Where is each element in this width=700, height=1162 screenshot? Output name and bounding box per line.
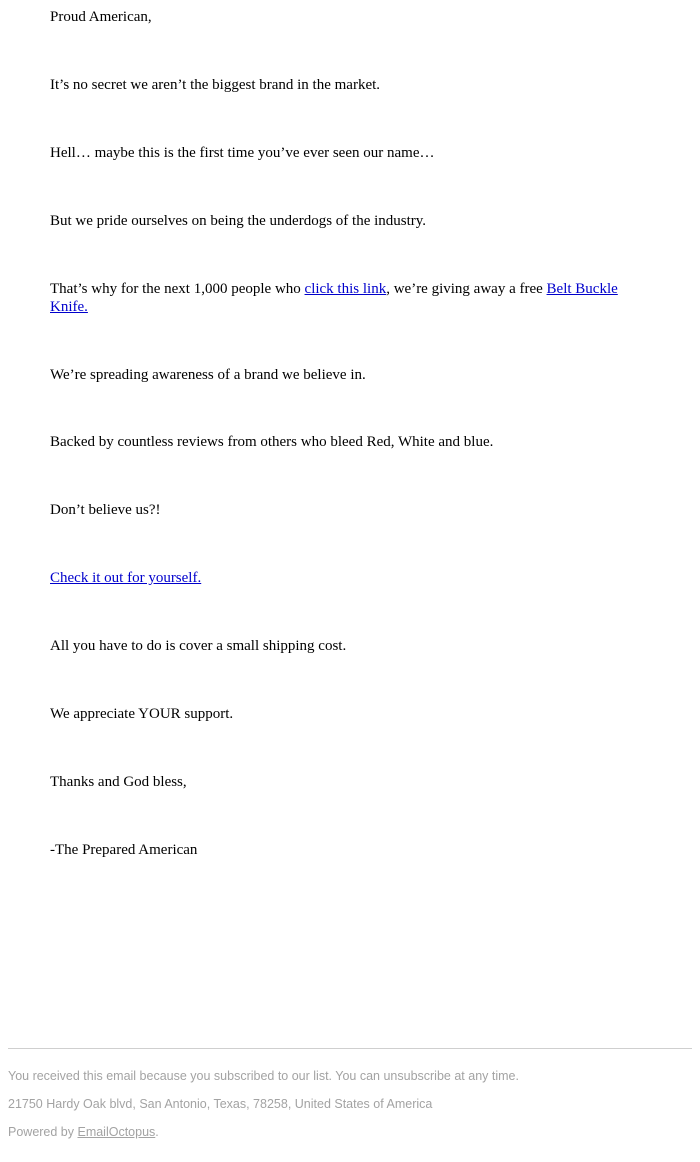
belt-buckle-knife-link[interactable]: Belt Buckle Knife. — [50, 281, 618, 315]
paragraph-thanks: Thanks and God bless, — [50, 774, 187, 790]
sender-address: 21750 Hardy Oak blvd, San Antonio, Texas, 78258, United States of America — [8, 1097, 433, 1111]
paragraph-support: We appreciate YOUR support. — [50, 706, 234, 722]
greeting-text: Proud American, — [50, 9, 152, 25]
paragraph-dont-believe: Don’t believe us?! — [50, 502, 161, 518]
paragraph-offer — [50, 280, 630, 316]
email-footer — [8, 1048, 692, 1139]
offer-text-middle: , we’re giving away a free — [386, 281, 547, 297]
check-it-out-link[interactable]: Check it out for yourself. — [50, 570, 202, 586]
signature-text: -The Prepared American — [50, 842, 198, 858]
paragraph-not-biggest-brand: It’s no secret we aren’t the biggest brand in the market. — [50, 77, 381, 93]
subscription-notice: You received this email because you subscribed to our list. You can unsubscribe at any time. — [8, 1069, 519, 1083]
powered-by-line — [8, 1125, 159, 1139]
click-this-link[interactable]: click this link — [304, 281, 387, 297]
powered-by-suffix: . — [155, 1125, 159, 1139]
paragraph-check-it-out — [50, 569, 630, 587]
paragraph-first-time: Hell… maybe this is the first time you’ve ever seen our name… — [50, 145, 435, 161]
paragraph-underdogs: But we pride ourselves on being the underdogs of the industry. — [50, 213, 427, 229]
emailoctopus-link[interactable]: EmailOctopus — [77, 1125, 156, 1139]
paragraph-awareness: We’re spreading awareness of a brand we believe in. — [50, 367, 366, 383]
offer-text-before: That’s why for the next 1,000 people who — [50, 281, 305, 297]
paragraph-shipping: All you have to do is cover a small shipping cost. — [50, 638, 347, 654]
paragraph-reviews: Backed by countless reviews from others who bleed Red, White and blue. — [50, 434, 494, 450]
powered-by-prefix: Powered by — [8, 1125, 78, 1139]
